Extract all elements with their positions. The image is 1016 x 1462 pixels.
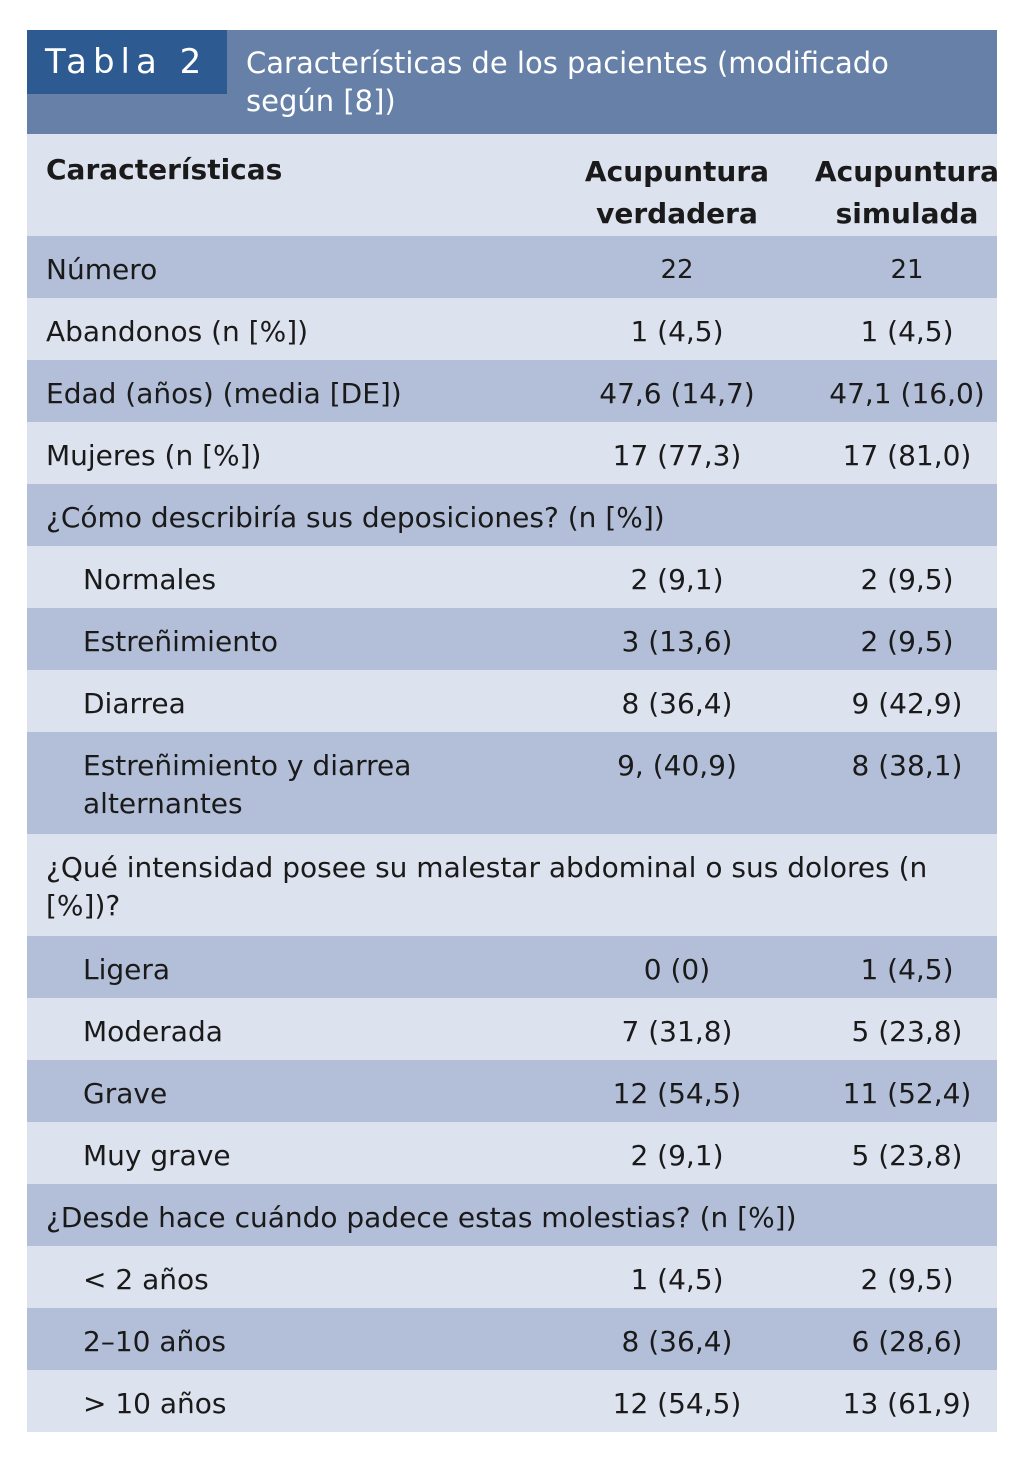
row-label: Moderada bbox=[83, 1015, 223, 1048]
row-value-sham: 1 (4,5) bbox=[860, 315, 954, 348]
row-value-true: 22 bbox=[660, 255, 694, 285]
row-value-true: 12 (54,5) bbox=[612, 1077, 742, 1110]
section-row-pain-intensity bbox=[27, 834, 997, 936]
row-label: Grave bbox=[83, 1077, 168, 1110]
header-characteristics: Características bbox=[46, 153, 283, 186]
table-row bbox=[27, 1308, 997, 1370]
row-label: Número bbox=[46, 253, 158, 286]
row-value-true: 0 (0) bbox=[643, 953, 711, 986]
row-value-true: 2 (9,1) bbox=[630, 1139, 724, 1172]
row-label: > 10 años bbox=[83, 1387, 227, 1420]
table-row bbox=[27, 236, 997, 298]
row-label: Normales bbox=[83, 563, 217, 596]
table-header-row bbox=[27, 134, 1000, 236]
row-value-sham: 8 (38,1) bbox=[851, 749, 963, 782]
row-value-sham: 1 (4,5) bbox=[860, 953, 954, 986]
section-label: ¿Cómo describiría sus deposiciones? (n [%]) bbox=[46, 501, 665, 534]
row-label: Diarrea bbox=[83, 687, 186, 720]
row-value-sham: 2 (9,5) bbox=[860, 625, 954, 658]
row-value-sham: 5 (23,8) bbox=[851, 1139, 963, 1172]
row-label: 2–10 años bbox=[83, 1325, 226, 1358]
row-value-true: 9, (40,9) bbox=[617, 749, 737, 782]
row-value-true: 1 (4,5) bbox=[630, 1263, 724, 1296]
header-sham-acupuncture: Acupuntura simulada bbox=[814, 155, 1000, 230]
table-row bbox=[27, 298, 997, 360]
row-value-sham: 47,1 (16,0) bbox=[829, 377, 985, 410]
row-label: Ligera bbox=[83, 953, 171, 986]
row-value-sham: 5 (23,8) bbox=[851, 1015, 963, 1048]
table-number-label: Tabla 2 bbox=[27, 30, 227, 94]
row-value-true: 1 (4,5) bbox=[630, 315, 724, 348]
row-value-sham: 6 (28,6) bbox=[851, 1325, 963, 1358]
table-title-bar bbox=[27, 30, 997, 134]
row-label: Abandonos (n [%]) bbox=[46, 315, 309, 348]
row-value-sham: 13 (61,9) bbox=[842, 1387, 972, 1420]
row-label: Estreñimiento y diarrea alternantes bbox=[83, 749, 412, 820]
table-row bbox=[27, 998, 997, 1060]
row-value-true: 8 (36,4) bbox=[621, 687, 733, 720]
table-row bbox=[27, 732, 997, 834]
table-row bbox=[27, 422, 997, 484]
header-true-acupuncture: Acupuntura verdadera bbox=[584, 155, 770, 230]
row-value-true: 8 (36,4) bbox=[621, 1325, 733, 1358]
row-label: Muy grave bbox=[83, 1139, 231, 1172]
row-value-true: 7 (31,8) bbox=[621, 1015, 733, 1048]
row-value-true: 2 (9,1) bbox=[630, 563, 724, 596]
row-value-true: 17 (77,3) bbox=[612, 439, 742, 472]
characteristics-table bbox=[27, 30, 1000, 1432]
row-label: Mujeres (n [%]) bbox=[46, 439, 262, 472]
row-value-sham: 9 (42,9) bbox=[851, 687, 963, 720]
section-label: ¿Desde hace cuándo padece estas molestias? (n [%]) bbox=[46, 1201, 797, 1234]
row-value-sham: 11 (52,4) bbox=[842, 1077, 972, 1110]
row-value-sham: 2 (9,5) bbox=[860, 1263, 954, 1296]
table-title: Características de los pacientes (modificado según [8]) bbox=[246, 46, 889, 118]
row-value-true: 47,6 (14,7) bbox=[599, 377, 755, 410]
table-row bbox=[27, 670, 997, 732]
table-row bbox=[27, 546, 997, 608]
table-row bbox=[27, 1122, 997, 1184]
table-row bbox=[27, 1246, 997, 1308]
row-value-true: 12 (54,5) bbox=[612, 1387, 742, 1420]
section-label: ¿Qué intensidad posee su malestar abdominal o sus dolores (n [%])? bbox=[46, 851, 928, 922]
table-row bbox=[27, 1370, 997, 1432]
section-row-bowel-movements bbox=[27, 484, 997, 546]
row-label: Edad (años) (media [DE]) bbox=[46, 377, 402, 410]
row-label: < 2 años bbox=[83, 1263, 209, 1296]
row-value-sham: 17 (81,0) bbox=[842, 439, 972, 472]
table-row bbox=[27, 936, 997, 998]
section-row-duration bbox=[27, 1184, 997, 1246]
row-value-sham: 2 (9,5) bbox=[860, 563, 954, 596]
table-row bbox=[27, 360, 997, 422]
row-value-true: 3 (13,6) bbox=[621, 625, 733, 658]
table-row bbox=[27, 608, 997, 670]
table-row bbox=[27, 1060, 997, 1122]
row-label: Estreñimiento bbox=[83, 625, 279, 658]
row-value-sham: 21 bbox=[890, 255, 924, 285]
